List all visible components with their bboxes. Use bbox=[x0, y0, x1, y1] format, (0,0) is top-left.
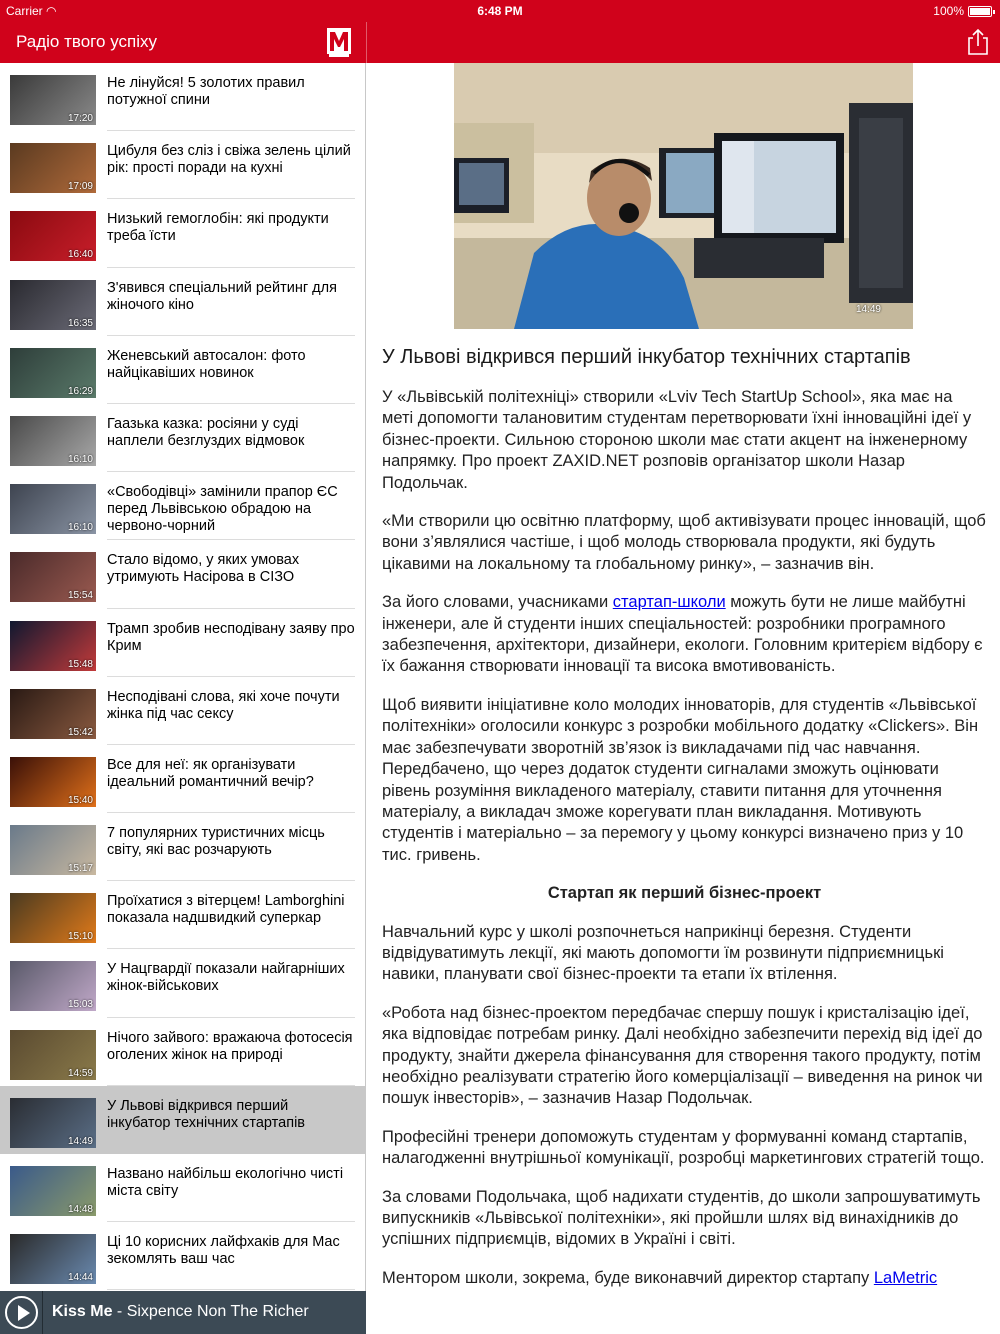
news-thumbnail bbox=[10, 825, 96, 875]
news-thumbnail bbox=[10, 621, 96, 671]
now-playing bbox=[52, 1303, 309, 1321]
article-paragraph: Навчальний курс у школі розпочнеться наприкінці березня. Студенти відвідуватимуть лекції, які мають допомогти їм розвинути підприємницькі навики, планувати свої бізнес-проекти та етапи їх втілення. bbox=[382, 922, 944, 984]
news-list-item[interactable] bbox=[0, 745, 365, 813]
radio-player bbox=[0, 1291, 366, 1334]
news-thumbnail bbox=[10, 143, 96, 193]
news-list-item[interactable] bbox=[0, 63, 365, 131]
now-playing-artist: Sixpence Non The Richer bbox=[126, 1303, 309, 1320]
news-thumbnail bbox=[10, 757, 96, 807]
news-list-item[interactable] bbox=[0, 813, 365, 881]
wifi-icon: ◠ bbox=[46, 4, 57, 18]
article-title: У Львові відкрився перший інкубатор технічних стартапів bbox=[382, 346, 911, 368]
news-list-item[interactable] bbox=[0, 1018, 365, 1086]
news-title: Стало відомо, у яких умовах утримують Насірова в СІЗО bbox=[107, 552, 300, 586]
news-time: 16:10 bbox=[67, 522, 93, 534]
news-time: 16:40 bbox=[67, 249, 93, 261]
carrier-label: Carrier ◠ bbox=[6, 4, 57, 18]
news-time: 15:03 bbox=[67, 999, 93, 1011]
news-time: 14:49 bbox=[67, 1135, 93, 1147]
news-list-item[interactable] bbox=[0, 609, 365, 677]
news-time: 15:10 bbox=[67, 931, 93, 943]
news-list[interactable] bbox=[0, 63, 366, 1291]
news-list-item[interactable] bbox=[0, 881, 365, 949]
lametric-link[interactable]: LaMetric bbox=[873, 1268, 938, 1287]
news-title: «Свободівці» замінили прапор ЄС перед Львівською обрадою на червоно-чорний bbox=[107, 484, 338, 535]
news-title: Проїхатися з вітерцем! Lamborghini показала надшвидкий суперкар bbox=[107, 893, 345, 927]
news-title: Не лінуйся! 5 золотих правил потужної спини bbox=[107, 75, 305, 108]
news-time: 15:42 bbox=[67, 726, 93, 738]
news-time: 17:09 bbox=[67, 181, 93, 193]
news-thumbnail bbox=[10, 280, 96, 330]
article-paragraph: У «Львівській політехніці» створили «Lviv Tech StartUp School», яка має на меті допомогти талановитим студентам перетворювати їхні інноваційні ідеї у бізнес-проекти. Сильною стороною школи має стати акцент на інженерному напрямку. Про проект ZAXID.NET розповів організатор школи Назар Подольчак. bbox=[382, 388, 972, 492]
article-image-time: 14:49 bbox=[855, 304, 881, 315]
news-time: 15:54 bbox=[67, 590, 93, 602]
news-list-item[interactable] bbox=[0, 404, 365, 472]
news-thumbnail bbox=[10, 893, 96, 943]
news-list-item[interactable] bbox=[0, 677, 365, 745]
play-icon[interactable] bbox=[5, 1296, 38, 1329]
news-title: Нічого зайвого: вражаюча фотосесія оголених жінок на природі bbox=[107, 1029, 353, 1063]
news-list-item[interactable] bbox=[0, 336, 365, 404]
news-time: 15:40 bbox=[67, 794, 93, 806]
news-thumbnail bbox=[10, 689, 96, 739]
news-list-item[interactable] bbox=[0, 199, 365, 267]
news-list-item[interactable] bbox=[0, 1086, 365, 1154]
news-time: 17:20 bbox=[67, 113, 93, 124]
article-subheading: Стартап як перший бізнес-проект bbox=[547, 884, 822, 903]
news-thumbnail bbox=[10, 348, 96, 398]
battery-status: 100% bbox=[933, 4, 992, 18]
article-view[interactable] bbox=[367, 63, 1000, 1334]
news-time: 14:48 bbox=[67, 1204, 93, 1215]
clock: 6:48 PM bbox=[477, 4, 523, 18]
news-list-item[interactable] bbox=[0, 1154, 365, 1222]
now-playing-song: Kiss Me bbox=[52, 1303, 113, 1320]
news-list-item[interactable] bbox=[0, 949, 365, 1017]
article-paragraph: «Ми створили цю освітню платформу, щоб активізувати процес інновацій, щоб вони з’являлися частіше, і щоб молодь створювала продукти, які будуть цікавими на локальному та глобальному ринку», – зазначив він. bbox=[382, 512, 986, 573]
news-thumbnail bbox=[10, 1234, 96, 1284]
news-time: 14:59 bbox=[67, 1067, 93, 1079]
news-title: Названо найбільш екологічно чисті міста світу bbox=[107, 1166, 344, 1199]
news-thumbnail bbox=[10, 75, 96, 125]
battery-icon bbox=[968, 6, 992, 17]
news-title: Трамп зробив несподівану заяву про Крим bbox=[107, 620, 355, 654]
share-icon[interactable] bbox=[966, 27, 990, 57]
news-title: Несподівані слова, які хоче почути жінка під час сексу bbox=[107, 688, 340, 722]
news-thumbnail bbox=[10, 1030, 96, 1080]
news-thumbnail bbox=[10, 552, 96, 602]
article-paragraph: Професійні тренери допоможуть студентам у формуванні команд стартапів, налагодженні внутрішньої комунікації, розробці маркетингових стратегій тощо. bbox=[382, 1127, 985, 1168]
news-thumbnail bbox=[10, 961, 96, 1011]
news-title: 7 популярних туристичних місць світу, які вас розчарують bbox=[107, 825, 325, 859]
news-list-item[interactable] bbox=[0, 268, 365, 336]
news-list-item[interactable] bbox=[0, 540, 365, 608]
news-thumbnail bbox=[10, 484, 96, 534]
news-title: Гаазька казка: росіяни у суді наплели безглуздих відмовок bbox=[107, 415, 305, 449]
news-title: Цибуля без сліз і свіжа зелень цілий рік: прості поради на кухні bbox=[107, 143, 351, 177]
article-paragraph: За словами Подольчака, щоб надихати студентів, до школи запрошуватимуть випускників «Львівської політехніки», які пройшли шлях від винахідників до успішних підприємців, відомих в Україні і світі. bbox=[382, 1187, 981, 1249]
article-photo bbox=[454, 63, 913, 329]
article-paragraph: За його словами, учасниками стартап-школи можуть бути не лише майбутні інженери, але й студенти інших спеціальностей: розробники програмного забезпечення, архітектори, дизайнери, екологи. Головним критерієм відбору є їх бажання створювати інновації та висока вмотивованість. bbox=[382, 593, 983, 676]
status-bar bbox=[0, 0, 1000, 22]
maxim-logo[interactable] bbox=[326, 26, 352, 58]
article-paragraph: Ментором школи, зокрема, буде виконавчий директор стартапу LaMetric bbox=[382, 1268, 938, 1287]
news-thumbnail bbox=[10, 1166, 96, 1216]
news-title: З'явився спеціальний рейтинг для жіночого кіно bbox=[107, 279, 337, 313]
news-title: У Львові відкрився перший інкубатор технічних стартапів bbox=[107, 1097, 306, 1131]
news-time: 16:35 bbox=[67, 317, 93, 329]
article-paragraph: «Робота над бізнес-проектом передбачає спершу пошук і кристалізацію ідеї, яка відповідає потребам ринку. Далі необхідно забезпечити перехід від ідеї до продукту, знайти джерела фінансування для створення такого продукту, потім необхідно реалізувати стратегію його комерціалізації – виведення на ринок чи пошук інвесторів», – зазначив Назар Подольчак. bbox=[382, 1003, 983, 1108]
news-time: 16:29 bbox=[67, 385, 93, 397]
article-paragraph: Щоб виявити ініціативне коло молодих інноваторів, для студентів «Львівської політехніки» оголосили конкурс з розробки мобільного додатку «Clickers». Він має забезпечувати зворотній зв’язок із викладачами під час навчання. Передбачено, що через додаток студенти сигналами зможуть оцінювати рівень розуміння викладеного матеріалу, ставити питання для уточнення матеріалу, а викладач зможе корегувати план викладання. Мотивують студентів і матеріально – за перемогу у цьому конкурсі визначено приз у 10 тис. гривень. bbox=[382, 695, 979, 864]
news-time: 16:10 bbox=[67, 453, 93, 465]
navigation-bar bbox=[0, 22, 1000, 63]
news-time: 15:17 bbox=[67, 863, 93, 875]
news-list-item[interactable] bbox=[0, 472, 365, 540]
news-list-item[interactable] bbox=[0, 1222, 365, 1290]
article-image bbox=[454, 63, 913, 329]
news-list-item[interactable] bbox=[0, 131, 365, 199]
station-title: Радіо твого успіху bbox=[16, 32, 157, 51]
startup-school-link[interactable]: стартап-школи bbox=[612, 593, 726, 612]
news-thumbnail bbox=[10, 1098, 96, 1148]
nav-divider bbox=[366, 22, 367, 63]
news-title: Ці 10 корисних лайфхаків для Mac зекомлять ваш час bbox=[107, 1234, 340, 1268]
news-title: Низький гемоглобін: які продукти треба їсти bbox=[107, 211, 329, 245]
news-time: 14:44 bbox=[67, 1272, 93, 1284]
news-title: Женевський автосалон: фото найцікавіших новинок bbox=[107, 347, 306, 381]
news-thumbnail bbox=[10, 211, 96, 261]
news-title: Все для неї: як організувати ідеальний романтичний вечір? bbox=[107, 756, 314, 790]
news-title: У Нацгвардії показали найгарніших жінок-військових bbox=[107, 961, 345, 995]
article-body bbox=[382, 387, 987, 1306]
news-thumbnail bbox=[10, 416, 96, 466]
news-time: 15:48 bbox=[67, 658, 93, 670]
now-playing-separator: - bbox=[112, 1303, 127, 1320]
player-divider bbox=[42, 1291, 43, 1334]
